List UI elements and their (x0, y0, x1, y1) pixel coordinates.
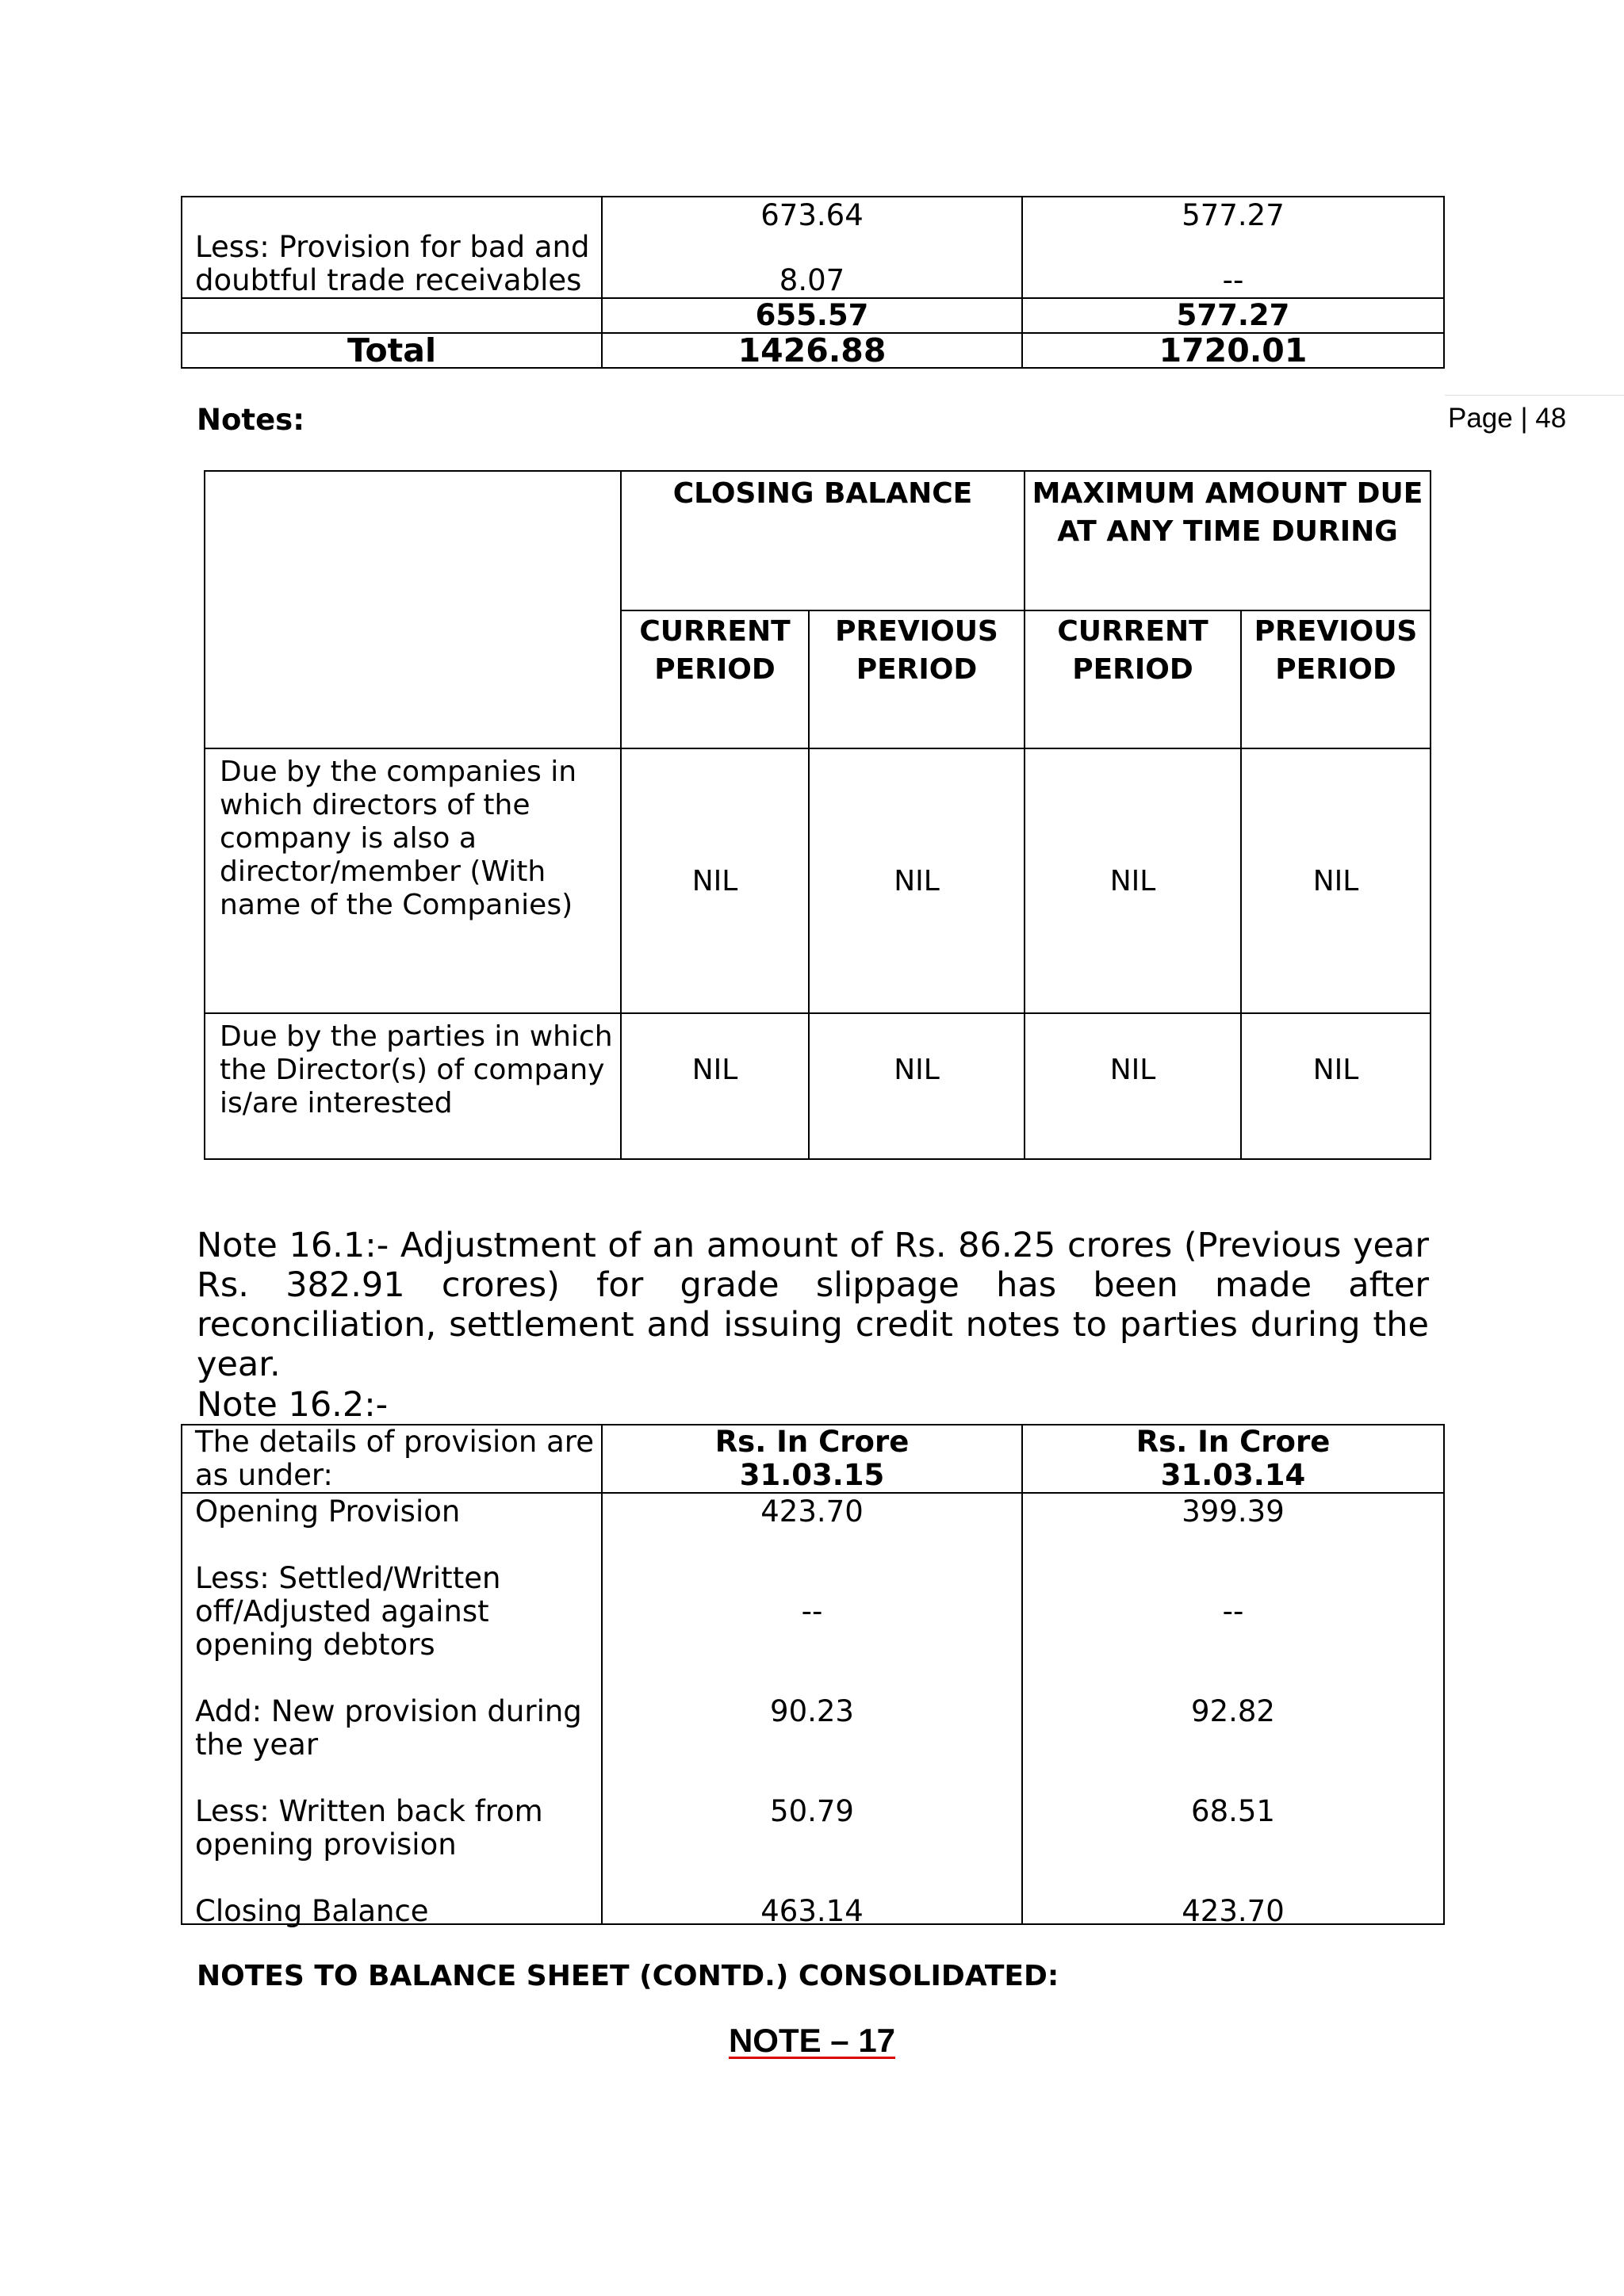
note-16-1: Note 16.1:- Adjustment of an amount of Rs. 86.25 crores (Previous year Rs. 382.91 crores) for grade slippage has been made after reconciliation, settlement and issuing credit notes to parties during the year. (197, 1226, 1429, 1384)
value-cell: 463.14 (760, 1894, 864, 1928)
nil-value: NIL (621, 1013, 809, 1159)
previous-gross-value: 577.27 (1182, 198, 1285, 232)
total-label: Total (182, 333, 602, 368)
col1-header-line2: 31.03.15 (739, 1458, 885, 1492)
value-cell: 399.39 (1182, 1494, 1285, 1529)
nil-value: NIL (1241, 1013, 1431, 1159)
provision-label: Less: Provision for bad and doubtful trade receivables (195, 230, 590, 297)
nil-value: NIL (1025, 1013, 1241, 1159)
total-previous-value: 1720.01 (1022, 333, 1444, 368)
value-cell: -- (801, 1594, 823, 1628)
table-row (182, 298, 1444, 333)
maximum-amount-header: MAXIMUM AMOUNT DUE AT ANY TIME DURING (1025, 471, 1431, 610)
previous-net-value: 577.27 (1022, 298, 1444, 333)
section-heading: NOTES TO BALANCE SHEET (CONTD.) CONSOLIDATED: (197, 1960, 1059, 1992)
previous-provision-value: -- (1222, 263, 1244, 297)
total-row (182, 333, 1444, 368)
nil-value: NIL (1025, 748, 1241, 1013)
table-row (205, 471, 1431, 610)
row-label: Due by the parties in which the Director(s) of company is/are interested (205, 1013, 621, 1159)
row-label: Opening Provision (195, 1494, 461, 1529)
row-label: Less: Written back from opening provision (195, 1794, 543, 1862)
closing-balance-header: CLOSING BALANCE (621, 471, 1025, 610)
current-provision-value: 8.07 (779, 263, 845, 297)
row-label: Due by the companies in which directors of the company is also a director/member (With name of the Companies) (205, 748, 621, 1013)
col1-header-line1: Rs. In Crore (714, 1425, 910, 1459)
value-cell: 92.82 (1191, 1694, 1275, 1728)
row-label: Add: New provision during the year (195, 1694, 582, 1762)
value-cell: 68.51 (1191, 1794, 1275, 1828)
table-row (182, 1493, 1444, 1924)
row-label: Less: Settled/Written off/Adjusted against opening debtors (195, 1561, 501, 1662)
value-cell: 50.79 (770, 1794, 854, 1828)
provision-table (181, 1424, 1445, 1928)
table-row (182, 197, 1444, 298)
current-gross-value: 673.64 (760, 198, 864, 232)
table-row (205, 1013, 1431, 1159)
row-label: Closing Balance (195, 1894, 429, 1928)
note-16-2-heading: Note 16.2:- (197, 1385, 389, 1425)
value-cell: -- (1222, 1594, 1244, 1628)
value-cell: 90.23 (770, 1694, 854, 1728)
nil-value: NIL (809, 1013, 1025, 1159)
sub-header-current: CURRENT PERIOD (1025, 610, 1241, 748)
col2-header-line2: 31.03.14 (1160, 1458, 1306, 1492)
nil-value: NIL (1241, 748, 1431, 1013)
trade-receivables-table (181, 196, 1445, 369)
page-rule (1445, 395, 1624, 396)
nil-value: NIL (809, 748, 1025, 1013)
sub-header-previous: PREVIOUS PERIOD (1241, 610, 1431, 748)
notes-heading: Notes: (197, 403, 304, 437)
current-net-value: 655.57 (602, 298, 1022, 333)
sub-header-current: CURRENT PERIOD (621, 610, 809, 748)
value-cell: 423.70 (760, 1494, 864, 1529)
page-number: Page | 48 (1448, 403, 1567, 434)
sub-header-previous: PREVIOUS PERIOD (809, 610, 1025, 748)
note-17-heading: NOTE – 17 (728, 2022, 896, 2059)
provision-header-label: The details of provision are as under: (182, 1425, 602, 1493)
value-cell: 423.70 (1182, 1894, 1285, 1928)
table-row (205, 748, 1431, 1013)
total-current-value: 1426.88 (602, 333, 1022, 368)
directors-dues-table (204, 470, 1431, 1160)
nil-value: NIL (621, 748, 809, 1013)
col2-header-line1: Rs. In Crore (1136, 1425, 1331, 1459)
table-row (182, 1425, 1444, 1493)
